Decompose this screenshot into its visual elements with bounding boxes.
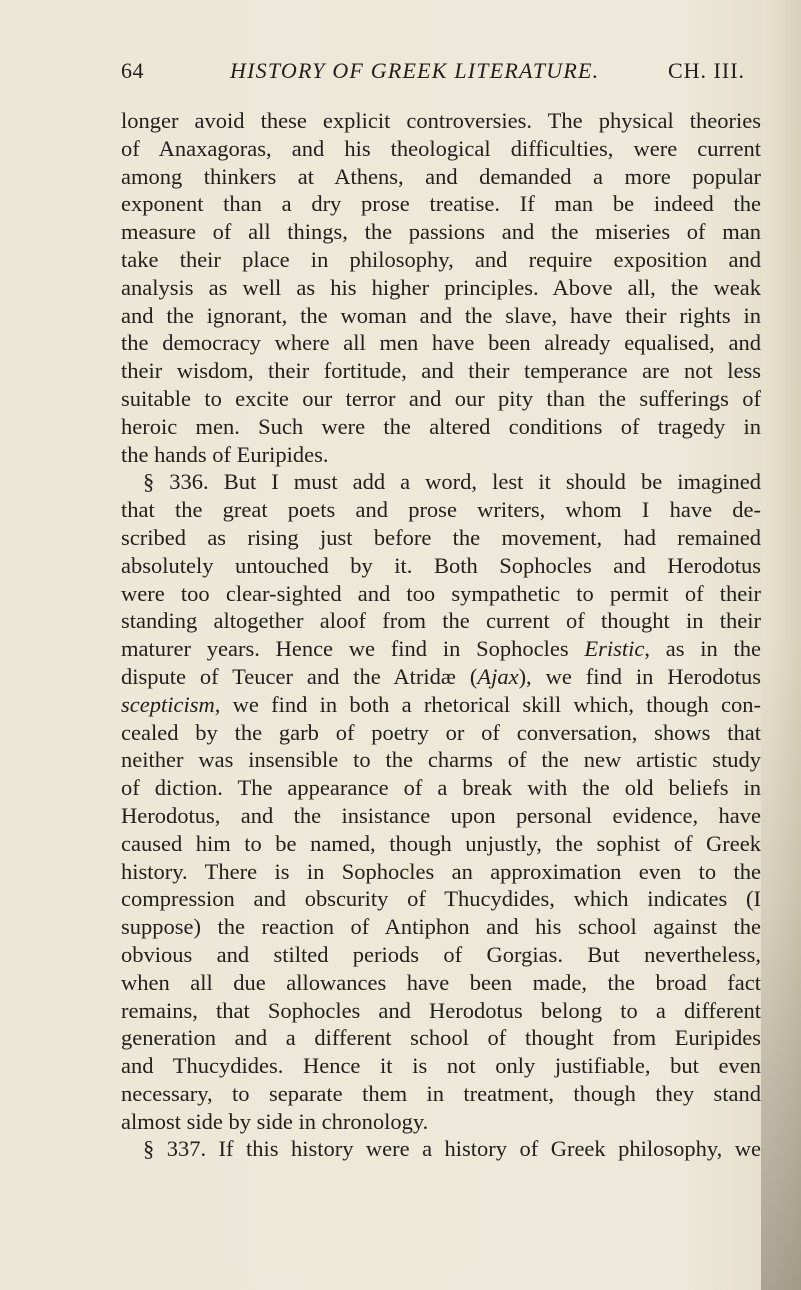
text-line <box>121 1052 761 1080</box>
text-line <box>121 830 761 858</box>
text-line <box>121 1024 761 1052</box>
body-text <box>121 107 761 1163</box>
text-segment: caused him to be named, though unjustly, the sophist of Greek <box>121 830 761 856</box>
text-segment: longer avoid these explicit controversies. The physical theories <box>121 108 761 133</box>
text-line <box>121 580 761 608</box>
text-line <box>121 274 761 302</box>
text-line <box>121 302 761 330</box>
text-segment: of Anaxagoras, and his theological difficulties, were current <box>121 135 761 161</box>
text-line <box>121 1135 761 1163</box>
text-line <box>121 468 761 496</box>
page-number: 64 <box>121 58 144 83</box>
text-line <box>121 607 761 635</box>
text-segment: the democracy where all men have been already equalised, and <box>121 330 761 356</box>
text-line <box>121 163 761 191</box>
text-line <box>121 329 761 357</box>
text-line <box>121 746 761 774</box>
text-segment: analysis as well as his higher principles. Above all, the weak <box>121 274 761 300</box>
text-line <box>121 858 761 886</box>
text-line <box>121 1080 761 1108</box>
text-line <box>121 719 761 747</box>
text-segment: maturer years. Hence we find in Sophocles <box>121 636 585 662</box>
text-line <box>121 135 761 163</box>
text-line <box>121 190 761 218</box>
text-segment: neither was insensible to the charms of the new artistic study <box>121 747 761 773</box>
text-line <box>121 357 761 385</box>
text-segment: cealed by the garb of poetry or of conversation, shows that <box>121 719 761 745</box>
text-segment: of diction. The appearance of a break with the old beliefs in <box>121 775 761 801</box>
text-segment: were too clear-sighted and too sympathetic to permit of their <box>121 580 761 606</box>
chapter-reference: CH. III. <box>668 58 746 83</box>
text-segment: remains, that Sophocles and Herodotus belong to a different <box>121 997 761 1023</box>
page-edge-shadow <box>761 640 801 1290</box>
text-segment: necessary, to separate them in treatment, though they stand <box>121 1080 761 1106</box>
italic-text: Eristic <box>584 636 645 662</box>
text-segment: suitable to excite our terror and our pity than the sufferings of <box>121 385 761 411</box>
running-title: HISTORY OF GREEK LITERATURE. <box>230 58 600 83</box>
italic-text: Ajax <box>477 663 519 689</box>
text-segment: standing altogether aloof from the current of thought in their <box>121 608 761 634</box>
text-segment: scribed as rising just before the movement, had remained <box>121 524 761 550</box>
text-segment: obvious and stilted periods of Gorgias. But nevertheless, <box>121 941 761 967</box>
text-segment: the hands of Euripides. <box>121 441 329 467</box>
text-segment: generation and a different school of thought from Euripides <box>121 1025 761 1051</box>
text-segment: , we find in both a rhetorical skill which, though con- <box>214 691 761 717</box>
text-line <box>121 885 761 913</box>
text-segment: exponent than a dry prose treatise. If man be indeed the <box>121 191 761 217</box>
text-line <box>121 552 761 580</box>
text-segment: § 336. But I must add a word, lest it should be imagined <box>143 469 761 495</box>
text-segment: , as in the <box>644 636 761 662</box>
text-segment: almost side by side in chronology. <box>121 1108 429 1134</box>
text-line <box>121 663 761 691</box>
text-segment: measure of all things, the passions and the miseries of man <box>121 219 761 245</box>
text-segment: when all due allowances have been made, the broad fact <box>121 969 761 995</box>
text-segment: among thinkers at Athens, and demanded a more popular <box>121 163 761 189</box>
italic-text: scepticism <box>121 691 215 717</box>
text-segment: absolutely untouched by it. Both Sophocles and Herodotus <box>121 552 761 578</box>
text-line <box>121 218 761 246</box>
text-segment: compression and obscurity of Thucydides, which indicates (I <box>121 886 761 912</box>
text-line <box>121 969 761 997</box>
text-segment: Herodotus, and the insistance upon personal evidence, have <box>121 802 761 828</box>
text-segment: and the ignorant, the woman and the slave, have their rights in <box>121 302 761 328</box>
text-segment: § 337. If this history were a history of Greek philosophy, we <box>143 1136 761 1162</box>
text-line <box>121 107 761 135</box>
text-segment: history. There is in Sophocles an approximation even to the <box>121 858 761 884</box>
text-line <box>121 997 761 1025</box>
text-segment: and Thucydides. Hence it is not only justifiable, but even <box>121 1053 761 1079</box>
text-segment: ), we find in Herodotus <box>518 663 761 689</box>
running-header <box>121 58 761 92</box>
text-segment: dispute of Teucer and the Atridæ ( <box>121 663 478 689</box>
text-line <box>121 246 761 274</box>
text-line <box>121 913 761 941</box>
text-line <box>121 691 761 719</box>
text-segment: heroic men. Such were the altered conditions of tragedy in <box>121 413 761 439</box>
text-line <box>121 385 761 413</box>
text-segment: suppose) the reaction of Antiphon and his school against the <box>121 914 761 940</box>
text-line <box>121 774 761 802</box>
text-line <box>121 413 761 441</box>
text-segment: that the great poets and prose writers, whom I have de- <box>121 497 761 523</box>
text-line <box>121 941 761 969</box>
text-line <box>121 441 761 469</box>
text-line <box>121 524 761 552</box>
text-segment: take their place in philosophy, and require exposition and <box>121 246 761 272</box>
text-line <box>121 635 761 663</box>
text-line <box>121 1108 761 1136</box>
text-segment: their wisdom, their fortitude, and their temperance are not less <box>121 358 761 384</box>
text-line <box>121 802 761 830</box>
text-line <box>121 496 761 524</box>
